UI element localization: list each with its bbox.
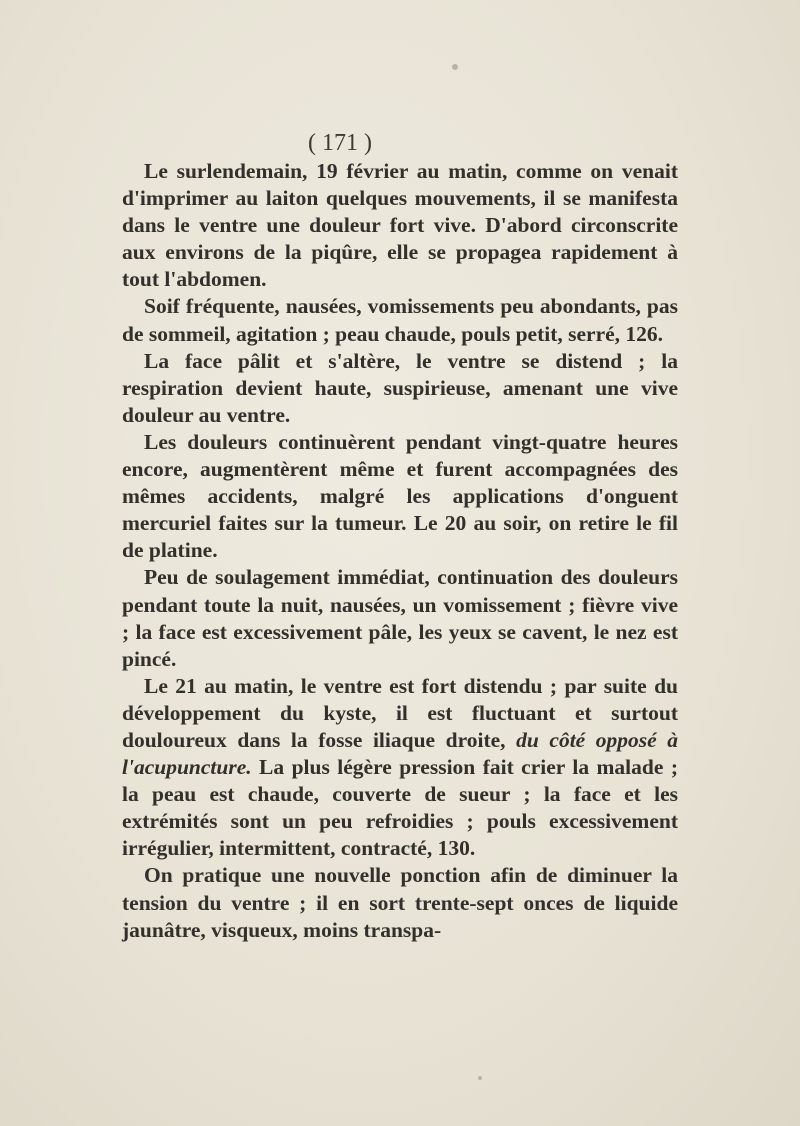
paragraph-text: Le 21 au matin, le ventre est fort distendu ; par suite du développement du kyste, il est fluctuant et surtout douloureux dans la fosse iliaque droite, [122, 673, 678, 752]
paragraph: Les douleurs continuèrent pendant vingt-quatre heures encore, augmentèrent même et furent accompagnées des mêmes accidents, malgré les applications d'onguent mercuriel faites sur la tumeur. Le 20 au soir, on retire le fil de platine. [122, 429, 678, 563]
body-text [122, 158, 678, 944]
paragraph: Soif fréquente, nausées, vomissements peu abondants, pas de sommeil, agitation ; peau chaude, pouls petit, serré, 126. [122, 294, 678, 346]
paper-speck [452, 64, 458, 70]
paragraph: La face pâlit et s'altère, le ventre se distend ; la respiration devient haute, suspirieuse, amenant une vive douleur au ventre. [122, 348, 678, 427]
paragraph-text: La plus légère pression fait crier la malade ; la peau est chaude, couverte de sueur ; la face et les extrémités sont un peu refroidies ; pouls excessivement irrégulier, intermittent, contracté, 130. [122, 755, 678, 861]
paper-speck [478, 1076, 482, 1080]
paragraph: Peu de soulagement immédiat, continuation des douleurs pendant toute la nuit, nausées, un vomissement ; fièvre vive ; la face est excessivement pâle, les yeux se cavent, le nez est pincé. [122, 565, 678, 671]
paragraph [122, 673, 678, 863]
paragraph: Le surlendemain, 19 février au matin, comme on venait d'imprimer au laiton quelques mouvements, il se manifesta dans le ventre une douleur fort vive. D'abord circonscrite aux environs de la piqûre, elle se propagea rapidement à tout l'abdomen. [122, 159, 678, 292]
page-number: ( 171 ) [308, 130, 372, 156]
paragraph: On pratique une nouvelle ponction afin de diminuer la tension du ventre ; il en sort trente-sept onces de liquide jaunâtre, visqueux, moins transpa- [122, 863, 678, 942]
italic-phrase: du côté opposé à l'acupuncture. [122, 727, 678, 780]
